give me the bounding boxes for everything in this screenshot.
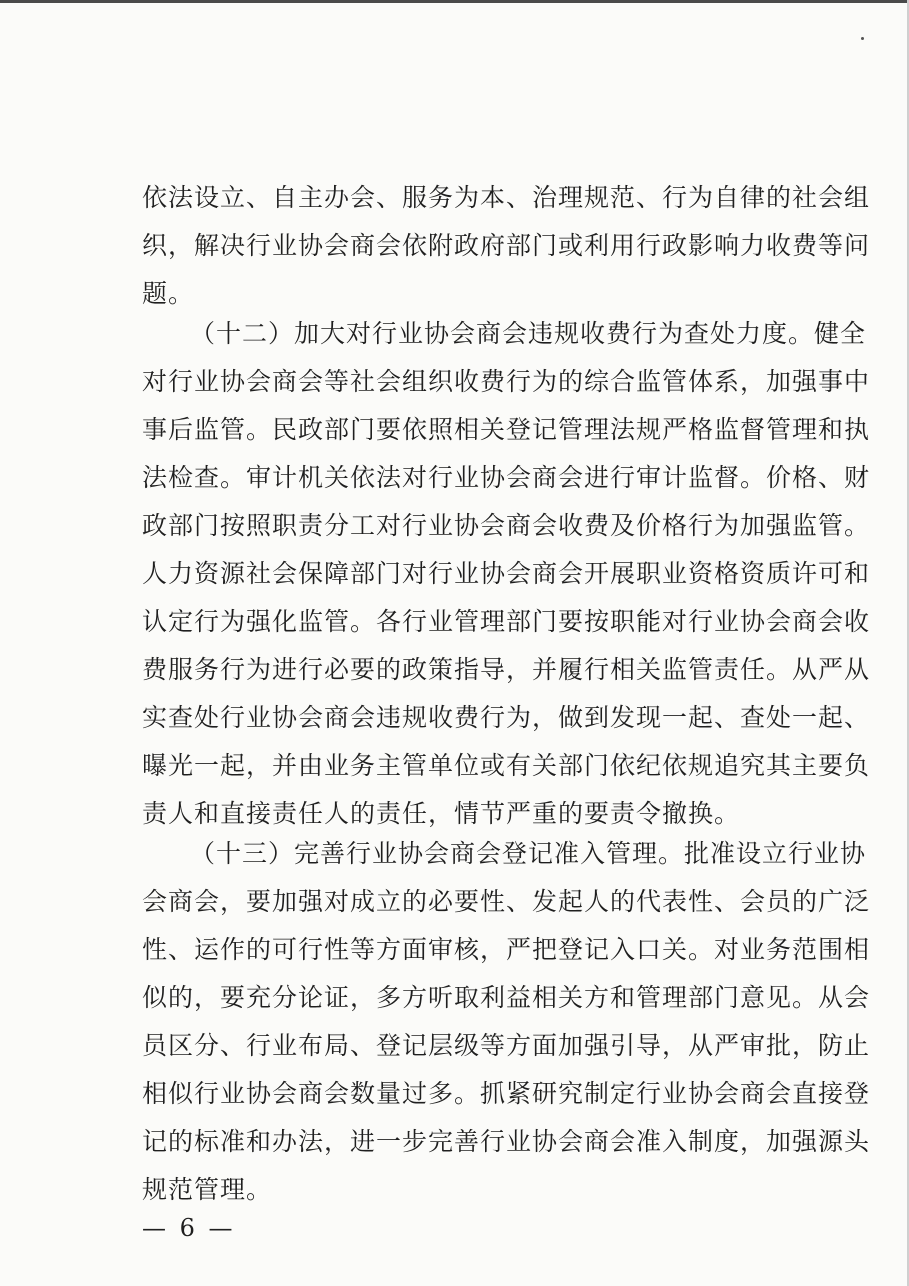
text-line: 对行业协会商会等社会组织收费行为的综合监管体系，加强事中: [142, 367, 871, 396]
text-line: 员区分、行业布局、登记层级等方面加强引导，从严审批，防止: [142, 1031, 871, 1060]
text-line: 规范管理。: [142, 1175, 273, 1204]
text-line: 似的，要充分论证，多方听取利益相关方和管理部门意见。从会: [142, 983, 871, 1012]
section-13-heading-line: （十三）完善行业协会商会登记准入管理。批准设立行业协: [190, 839, 867, 868]
text-line: 性、运作的可行性等方面审核，严把登记入口关。对业务范围相: [142, 935, 871, 964]
text-line: 织，解决行业协会商会依附政府部门或利用行政影响力收费等问: [142, 231, 871, 260]
text-line: 曝光一起，并由业务主管单位或有关部门依纪依规追究其主要负: [142, 751, 871, 780]
text-line: 题。: [142, 279, 195, 308]
text-line: 事后监管。民政部门要依照相关登记管理法规严格监督管理和执: [142, 415, 871, 444]
text-line: 费服务行为进行必要的政策指导，并履行相关监管责任。从严从: [142, 655, 871, 684]
text-line: 法检查。审计机关依法对行业协会商会进行审计监督。价格、财: [142, 463, 871, 492]
text-line: 会商会，要加强对成立的必要性、发起人的代表性、会员的广泛: [142, 887, 871, 916]
text-line: 认定行为强化监管。各行业管理部门要按职能对行业协会商会收: [142, 607, 871, 636]
text-line: 政部门按照职责分工对行业协会商会收费及价格行为加强监管。: [142, 511, 871, 540]
section-12-heading-line: （十二）加大对行业协会商会违规收费行为查处力度。健全: [190, 319, 867, 348]
text-line: 记的标准和办法，进一步完善行业协会商会准入制度，加强源头: [142, 1127, 871, 1156]
text-line: 依法设立、自主办会、服务为本、治理规范、行为自律的社会组: [142, 183, 871, 212]
text-line: 实查处行业协会商会违规收费行为，做到发现一起、查处一起、: [142, 703, 871, 732]
text-line: 责人和直接责任人的责任，情节严重的要责令撤换。: [142, 799, 741, 828]
text-line: 相似行业协会商会数量过多。抓紧研究制定行业协会商会直接登: [142, 1079, 871, 1108]
page-number: — 6 —: [142, 1214, 236, 1242]
text-line: 人力资源社会保障部门对行业协会商会开展职业资格资质许可和: [142, 559, 871, 588]
